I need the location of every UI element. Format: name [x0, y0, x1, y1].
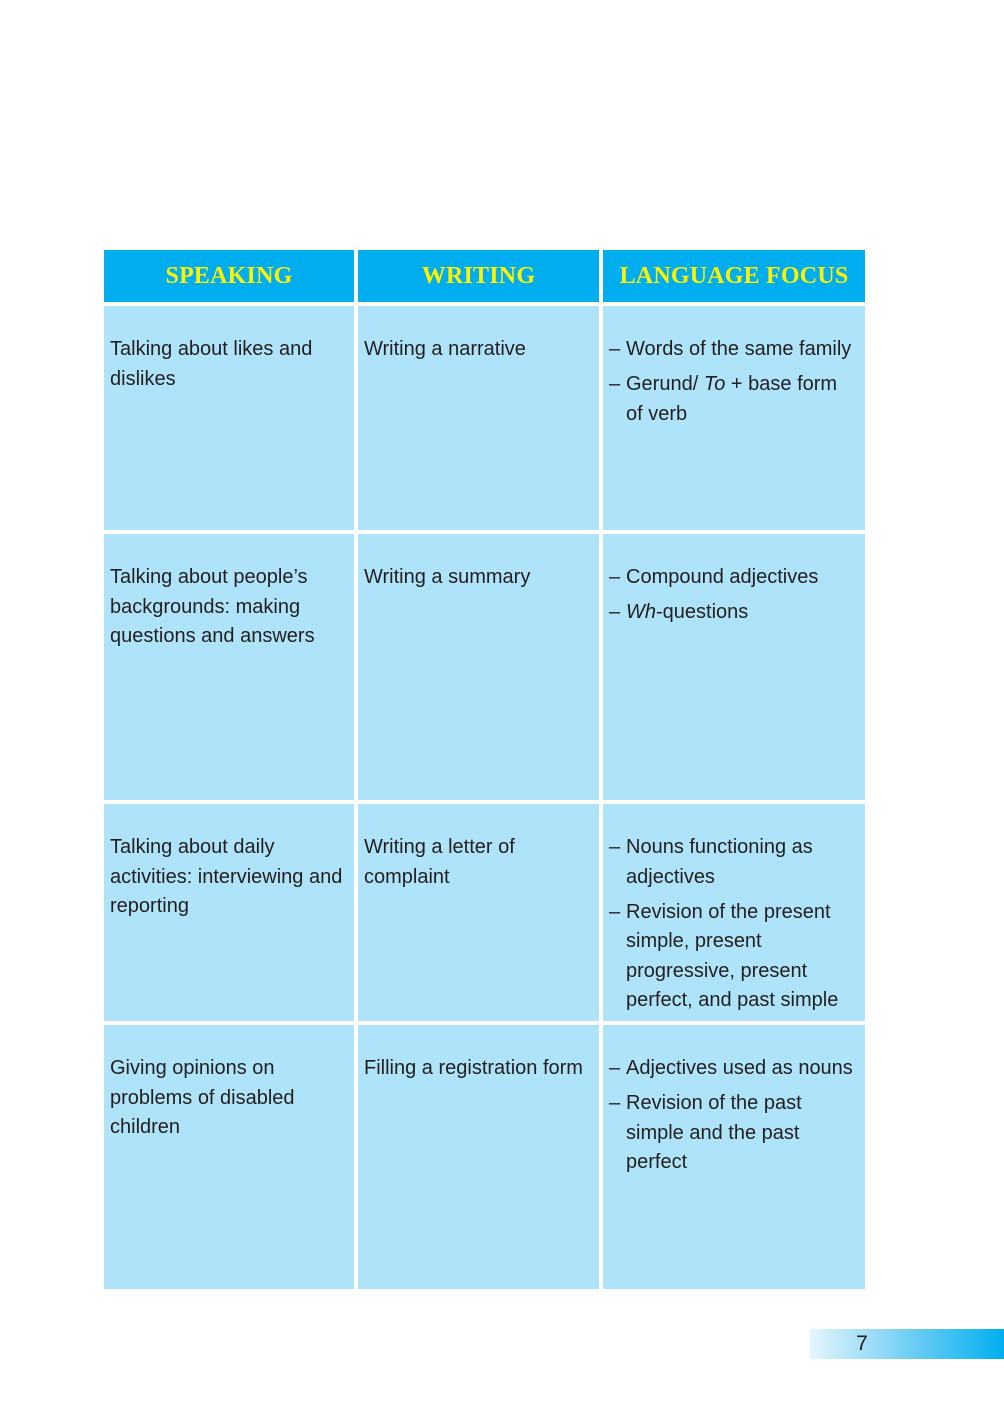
dash-bullet: – [609, 900, 621, 923]
writing-text: Writing a letter of complaint [364, 836, 515, 888]
list-item [609, 898, 859, 1016]
dash-bullet: – [609, 1057, 621, 1079]
page-number: 7 [856, 1332, 868, 1355]
page-number-bar [810, 1329, 1004, 1359]
dash-bullet: – [609, 373, 621, 395]
table-row [104, 532, 865, 802]
speaking-text: Talking about people’s backgrounds: making questions and answers [110, 566, 315, 647]
writing-text: Writing a summary [364, 566, 531, 588]
focus-text: Adjectives used as nouns [626, 1057, 853, 1079]
language-focus-list [603, 804, 865, 1016]
dash-bullet: – [609, 566, 621, 588]
focus-text: Words of the same family [626, 338, 852, 360]
syllabus-table [104, 250, 865, 1289]
language-focus-cell [601, 304, 865, 532]
language-focus-cell [601, 1023, 865, 1289]
focus-text-italic: To [703, 373, 726, 395]
writing-cell [356, 802, 601, 1023]
list-item [609, 370, 859, 429]
language-focus-cell [601, 532, 865, 802]
header-speaking: SPEAKING [104, 250, 356, 304]
list-item [609, 1054, 859, 1084]
speaking-text: Talking about daily activities: interviewing and reporting [110, 836, 343, 917]
speaking-cell [104, 802, 356, 1023]
language-focus-list [603, 306, 865, 429]
focus-text-after: + base form of verb [626, 373, 838, 425]
focus-text: Gerund/ [626, 373, 704, 395]
table-row [104, 802, 865, 1023]
focus-text: Revision of the past simple and the past perfect [626, 1092, 802, 1173]
dash-bullet: – [609, 836, 621, 858]
writing-cell [356, 304, 601, 532]
list-item [609, 1089, 859, 1178]
list-item [609, 563, 859, 593]
speaking-cell [104, 1023, 356, 1289]
table-header-row [104, 250, 865, 304]
language-focus-cell [601, 802, 865, 1023]
writing-cell [356, 532, 601, 802]
header-writing: WRITING [356, 250, 601, 304]
list-item [609, 335, 859, 365]
table-row [104, 1023, 865, 1289]
speaking-cell [104, 532, 356, 802]
writing-text: Writing a narrative [364, 338, 526, 360]
focus-text: Revision of the present simple, present progressive, present perfect, and past simple [626, 900, 839, 1011]
focus-text-after: -questions [656, 601, 749, 623]
focus-text-italic: Wh [626, 601, 656, 623]
table-row [104, 304, 865, 532]
list-item [609, 833, 859, 892]
speaking-text: Talking about likes and dislikes [110, 338, 313, 390]
speaking-text: Giving opinions on problems of disabled children [110, 1057, 295, 1138]
dash-bullet: – [609, 338, 621, 360]
dash-bullet: – [609, 601, 621, 623]
focus-text: Nouns functioning as adjectives [626, 836, 813, 888]
list-item [609, 598, 859, 628]
speaking-cell [104, 304, 356, 532]
language-focus-list [603, 1025, 865, 1178]
language-focus-list [603, 534, 865, 628]
focus-text: Compound adjectives [626, 566, 819, 588]
header-language-focus: LANGUAGE FOCUS [601, 250, 865, 304]
writing-cell [356, 1023, 601, 1289]
dash-bullet: – [609, 1092, 621, 1114]
writing-text: Filling a registration form [364, 1057, 583, 1079]
